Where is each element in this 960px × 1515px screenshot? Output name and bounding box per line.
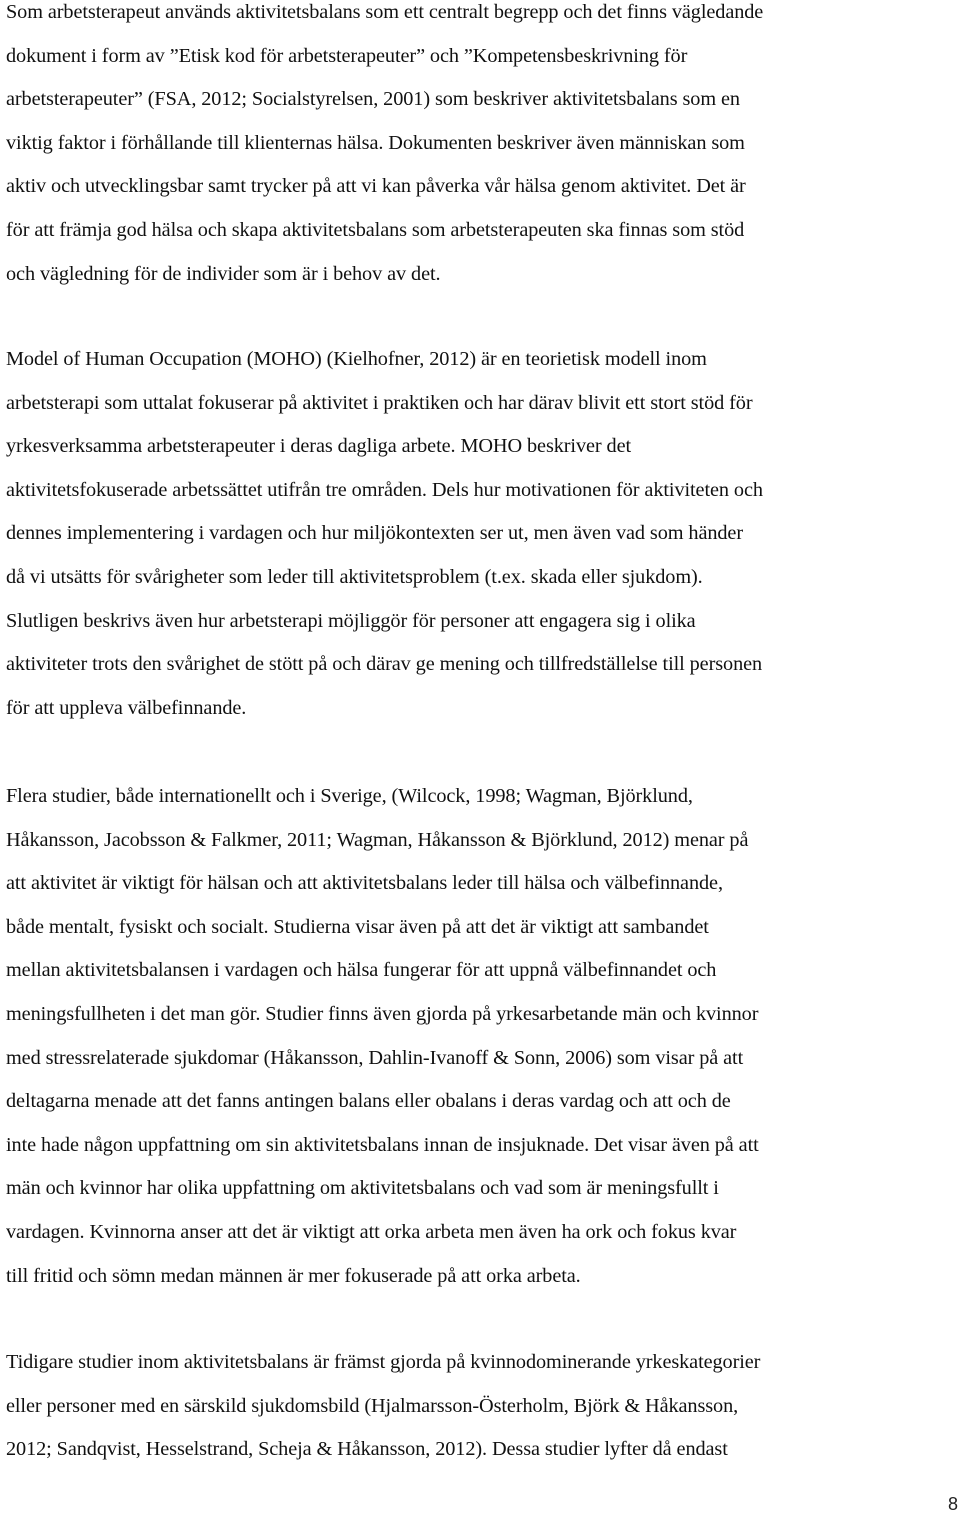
text-line: att aktivitet är viktigt för hälsan och att aktivitetsbalans leder till hälsa och välbefinnande,	[6, 872, 723, 895]
text-line: inte hade någon uppfattning om sin aktivitetsbalans innan de insjuknade. Det visar även på att	[6, 1133, 759, 1156]
paragraph-previous-studies	[6, 775, 954, 1298]
text-line: 2012; Sandqvist, Hesselstrand, Scheja & Håkansson, 2012). Dessa studier lyfter då endast	[6, 1438, 728, 1461]
text-line: dokument i form av ”Etisk kod för arbetsterapeuter” och ”Kompetensbeskrivning för	[6, 44, 688, 67]
text-line: Slutligen beskrivs även hur arbetsterapi möjliggör för personer att engagera sig i olika	[6, 609, 696, 632]
paragraph-earlier-research	[6, 1341, 954, 1472]
text-line: arbetsterapi som uttalat fokuserar på aktivitet i praktiken och har därav blivit ett stort stöd för	[6, 391, 753, 414]
text-line: både mentalt, fysiskt och socialt. Studierna visar även på att det är viktigt att sambandet	[6, 915, 709, 938]
text-line: för att uppleva välbefinnande.	[6, 696, 247, 719]
text-line: Tidigare studier inom aktivitetsbalans är främst gjorda på kvinnodominerande yrkeskategorier	[6, 1351, 761, 1373]
text-line: meningsfullheten i det man gör. Studier finns även gjorda på yrkesarbetande män och kvinnor	[6, 1002, 759, 1025]
paragraph-moho-model	[6, 338, 954, 730]
text-line: yrkesverksamma arbetsterapeuter i deras dagliga arbete. MOHO beskriver det	[6, 435, 632, 458]
text-line: och vägledning för de individer som är i behov av det.	[6, 262, 441, 285]
text-line: Som arbetsterapeut används aktivitetsbalans som ett centralt begrepp och det finns vägledande	[6, 1, 764, 23]
text-line: viktig faktor i förhållande till klienternas hälsa. Dokumenten beskriver även människan som	[6, 131, 745, 154]
text-line: mellan aktivitetsbalansen i vardagen och hälsa fungerar för att uppnå välbefinnandet och	[6, 959, 717, 982]
text-line: Model of Human Occupation (MOHO) (Kielhofner, 2012) är en teorietisk modell inom	[6, 348, 707, 370]
text-line: dennes implementering i vardagen och hur miljökontexten ser ut, men även vad som händer	[6, 522, 743, 545]
text-line: till fritid och sömn medan männen är mer fokuserade på att orka arbeta.	[6, 1264, 581, 1287]
text-line: eller personer med en särskild sjukdomsbild (Hjalmarsson-Österholm, Björk & Håkansson,	[6, 1394, 739, 1417]
paragraph-activity-balance-guidelines	[6, 0, 954, 296]
text-line: då vi utsätts för svårigheter som leder till aktivitetsproblem (t.ex. skada eller sjukdom).	[6, 565, 703, 588]
text-line: med stressrelaterade sjukdomar (Håkansson, Dahlin-Ivanoff & Sonn, 2006) som visar på att	[6, 1046, 744, 1069]
text-line: män och kvinnor har olika uppfattning om aktivitetsbalans och vad som är meningsfullt i	[6, 1177, 719, 1200]
text-line: arbetsterapeuter” (FSA, 2012; Socialstyrelsen, 2001) som beskriver aktivitetsbalans som en	[6, 88, 740, 111]
text-line: deltagarna menade att det fanns antingen balans eller obalans i deras vardag och att och de	[6, 1090, 731, 1113]
text-line: för att främja god hälsa och skapa aktivitetsbalans som arbetsterapeuten ska finnas som stöd	[6, 218, 745, 241]
text-line: aktiv och utvecklingsbar samt trycker på att vi kan påverka vår hälsa genom aktivitet. Det är	[6, 175, 746, 198]
text-line: Håkansson, Jacobsson & Falkmer, 2011; Wagman, Håkansson & Björklund, 2012) menar på	[6, 828, 749, 851]
text-line: vardagen. Kvinnorna anser att det är viktigt att orka arbeta men även ha ork och fokus kvar	[6, 1220, 737, 1243]
text-line: aktiviteter trots den svårighet de stött på och därav ge mening och tillfredställelse till personen	[6, 653, 763, 676]
text-line: aktivitetsfokuserade arbetssättet utifrån tre områden. Dels hur motivationen för aktiviteten och	[6, 478, 763, 501]
page-number: 8	[947, 1494, 958, 1514]
text-line: Flera studier, både internationellt och i Sverige, (Wilcock, 1998; Wagman, Björklund,	[6, 785, 693, 807]
